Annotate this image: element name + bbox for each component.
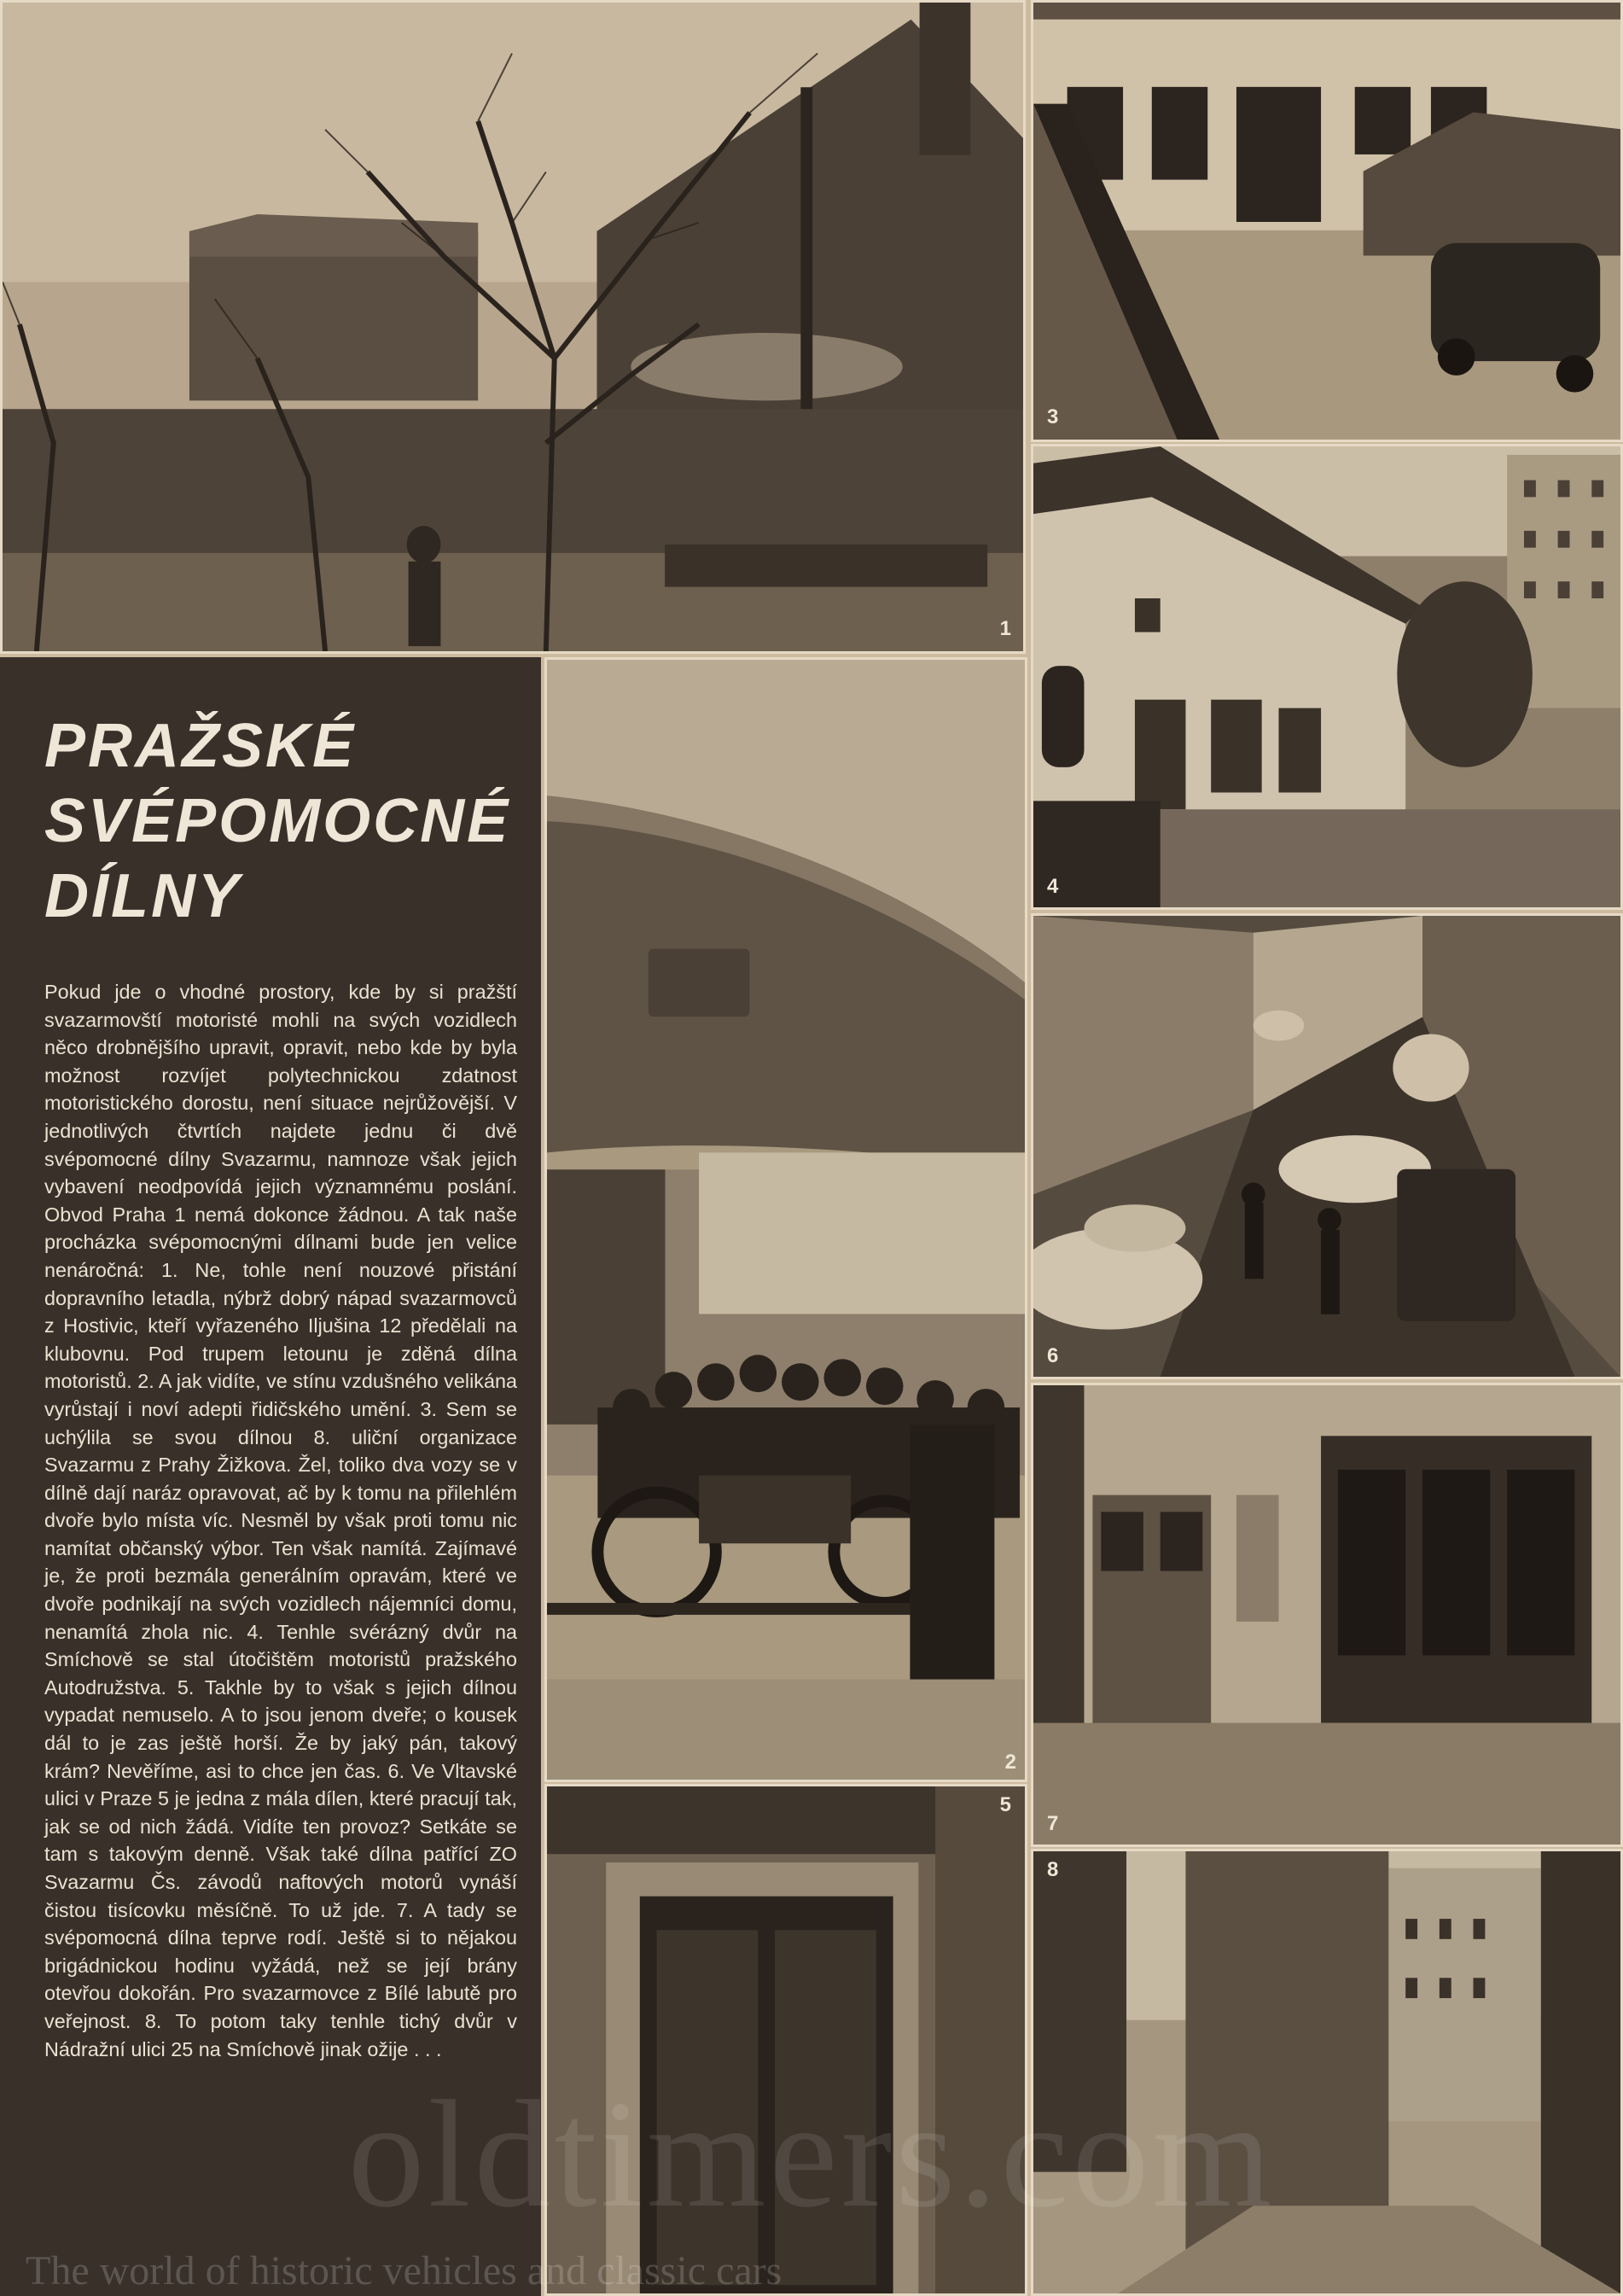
photo-4-image xyxy=(1033,446,1620,907)
photo-number-4: 4 xyxy=(1047,875,1059,898)
article-title: PRAŽSKÉ SVÉPOMOCNÉ DÍLNY xyxy=(44,712,511,930)
photo-4-old-courtyard xyxy=(1031,444,1623,910)
photo-2-image xyxy=(547,660,1025,1780)
article-column xyxy=(0,657,541,2296)
photo-1-image xyxy=(3,3,1023,651)
photo-number-2: 2 xyxy=(1004,1751,1016,1774)
photo-7-image xyxy=(1033,1385,1620,1844)
photo-1-garden xyxy=(0,0,1026,654)
watermark-text: oldtimers.com xyxy=(347,2069,1276,2239)
watermark-tagline: The world of historic vehicles and classic cars xyxy=(26,2248,782,2293)
photo-7-new-workshop xyxy=(1031,1383,1623,1847)
photo-number-8: 8 xyxy=(1047,1858,1059,1881)
photo-number-5: 5 xyxy=(999,1793,1011,1816)
article-body: Pokud jde o vhodné prostory, kde by si pražští svazarmovští motoristé mohli na svých vozidlech něco drobnějšího upravit, opravit, nebo kde by byla možnost rozvíjet polytechnickou zdatnost motoristického dorostu, není situace nejrůžovější. V jednotlivých čtvrtích najdete jednu či dvě svépomocné dílny Svazarmu, namnoze však jejich vybavení neodpovídá jejich významnému poslání. Obvod Praha 1 nemá dokonce žádnou. A tak naše procházka svépomocnými dílnami bude jen velice nenáročná: 1. Ne, tohle není nouzové přistání dopravního letadla, nýbrž dobrý nápad svazarmovců z Hostivic, kteří vyřazeného Iljušina 12 předělali na klubovnu. Pod trupem letounu je zděná dílna motoristů. 2. A jak vidíte, ve stínu vzdušného velikána vyrůstají i noví adepti řidičského umění. 3. Sem se uchýlila se svou dílnou 8. uliční organizace Svazarmu z Prahy Žižkova. Žel, toliko dva vozy se v dílně dají naráz opravovat, ač by k tomu na přilehlém dvoře bylo místa víc. Nesměl by však proti tomu nic namítat občanský výbor. Ten však namítá. Zajímavé je, že proti bezmála generálním opravám, které ve dvoře podnikají na svých vozidlech nájemníci domu, nenamítá zhola nic. 4. Tenhle svérázný dvůr na Smíchově se stal útočištěm motoristů pražského Autodružstva. 5. Takhle by to však s jejich dílnou vypadat nemuselo. A to jsou jenom dveře; o kousek dál to je zas ještě horší. Že by jaký pán, takový krám? Nevěříme, asi to chce jen čas. 6. Ve Vltavské ulici v Praze 5 je jedna z mála dílen, které pracují tak, jak se od nich žádá. Vidíte ten provoz? Setkáte se tam s takovým denně. Však také dílna patřící ZO Svazarmu Čs. závodů naftových motorů vynáší čistou tisícovku měsíčně. To už jde. 7. A tady se svépomocná dílna teprve rodí. Ještě si to nějakou brigádnickou hodinu vyžádá, než se její brány otevřou dokořán. Pro svazarmovce z Bílé labutě pro veřejnost. 8. To potom taky tenhle tichý dvůr v Nádražní ulici 25 na Smíchově jinak ožije . . . xyxy=(44,981,517,2060)
photo-number-6: 6 xyxy=(1047,1344,1059,1367)
photo-number-1: 1 xyxy=(999,617,1011,640)
photo-3-image xyxy=(1033,3,1620,440)
photo-number-3: 3 xyxy=(1047,405,1059,428)
photo-number-7: 7 xyxy=(1047,1812,1059,1835)
photo-3-courtyard-with-car xyxy=(1031,0,1623,442)
photo-6-image xyxy=(1033,916,1620,1377)
photo-2-airplane-clubroom xyxy=(544,657,1027,1782)
photo-6-busy-workshop xyxy=(1031,913,1623,1379)
